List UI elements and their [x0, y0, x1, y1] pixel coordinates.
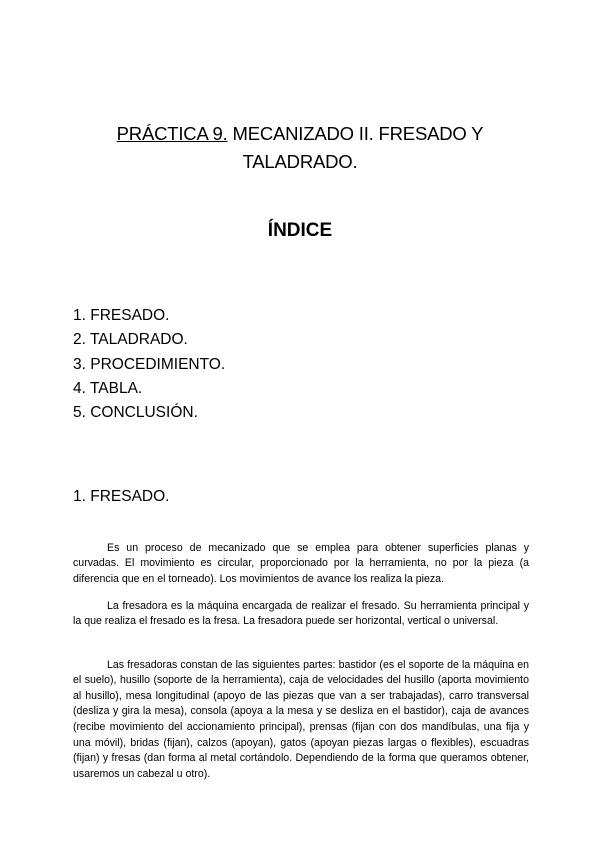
paragraph-parts: Las fresadoras constan de las siguientes partes: bastidor (es el soporte de la máquina en el suelo), husillo (soporte de la herramienta), caja de velocidades del husillo (aporta movimiento al husillo), mesa longitudinal (apoyo de las piezas que van a ser trabajadas), carro transversal (desliza y gira la mesa), consola (apoya a la mesa y se desliza en el bastidor), caja de avances (recibe movimiento del accionamiento principal), prensas (fijan con dos mandíbulas, una fija y una móvil), bridas (fijan), calzos (apoyan), gatos (apoyan piezas largas o flexibles), escuadras (fijan) y fresas (dan forma al metal cortándolo. Dependiendo de la forma que queramos obtener, usaremos un cabezal u otro). — [73, 658, 529, 780]
practice-label: PRÁCTICA 9. — [116, 123, 228, 144]
toc-item-tabla: 4. TABLA. — [73, 379, 143, 397]
toc-item-taladrado: 2. TALADRADO. — [73, 331, 188, 349]
document-title — [60, 120, 540, 176]
title-text: MECANIZADO II. FRESADO Y TALADRADO. — [232, 123, 484, 172]
section-heading-fresado: 1. FRESADO. — [73, 488, 170, 505]
toc-item-procedimiento: 3. PROCEDIMIENTO. — [73, 355, 226, 373]
toc-item-fresado: 1. FRESADO. — [73, 307, 170, 324]
paragraph-fresadora: La fresadora es la máquina encargada de realizar el fresado. Su herramienta principal y la que realiza el fresado es la fresa. La fresadora puede ser horizontal, vertical o universal. — [73, 599, 529, 628]
paragraph-definition: Es un proceso de mecanizado que se emplea para obtener superficies planas y curvadas. El movimiento es circular, proporcionado por la herramienta, no por la pieza (a diferencia que en el torneado). Los movimientos de avance los realiza la pieza. — [73, 541, 529, 585]
toc-item-conclusion: 5. CONCLUSIÓN. — [73, 404, 198, 422]
index-heading: ÍNDICE — [267, 220, 333, 241]
table-of-contents — [73, 304, 225, 425]
